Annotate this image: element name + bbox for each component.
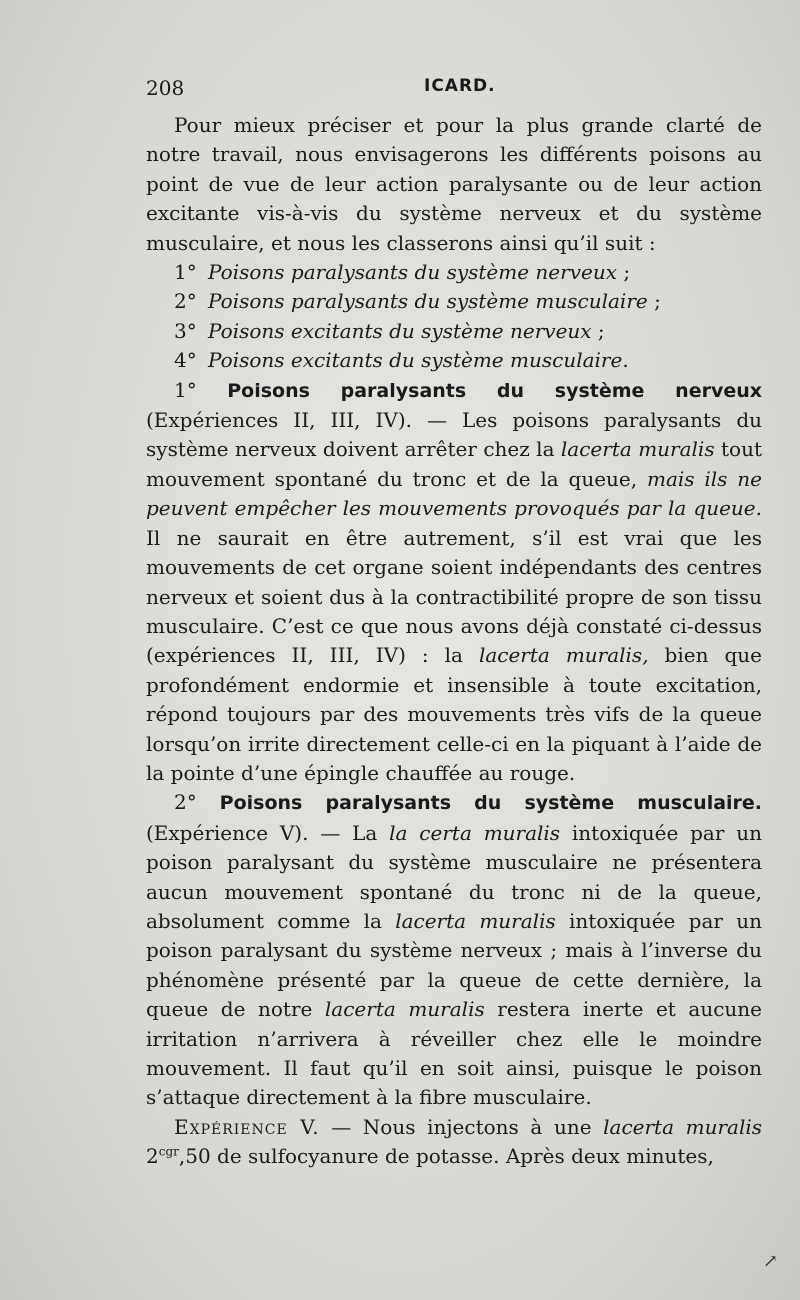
list-number: 3° <box>174 318 197 343</box>
list-number: 1° <box>174 260 197 285</box>
section-1-text: Il ne saurait en être autrement, s’il est vrai que les mouvements de cet organe soient indépendants des centres nerveux et soient dus à la contractibilité propre de son tissu musculaire. C’est ce que nous avons déjà constaté ci-dessus (expériences II, III, IV) : la <box>146 525 762 668</box>
list-punct: . <box>622 348 629 373</box>
intro-paragraph: Pour mieux préciser et pour la plus grande clarté de notre travail, nous envisagerons les différents poisons au point de vue de leur action paralysante ou de leur action excitante vis-à-vis du système nerveux et du système musculaire, et nous les classerons ainsi qu’il suit : <box>146 113 762 255</box>
running-head: ICARD. <box>424 76 496 96</box>
section-2-italic: lacerta muralis <box>324 997 485 1022</box>
section-1-italic: lacerta muralis <box>560 437 715 462</box>
section-2-heading: Poisons paralysants du système musculaire. <box>219 792 763 815</box>
page-number: 208 <box>146 76 185 100</box>
experiment-text: ,50 de sulfocyanure de potasse. Après deux minutes, <box>178 1144 714 1169</box>
list-text: Poisons excitants du système nerveux <box>208 318 592 343</box>
experiment-paragraph <box>146 1113 762 1172</box>
corner-mark-icon: ↗ <box>762 1251 778 1272</box>
body-text <box>146 111 762 1172</box>
experiment-label: Expérience V. <box>174 1114 320 1139</box>
experiment-italic: lacerta muralis <box>603 1114 763 1139</box>
section-1-italic: lacerta muralis, <box>478 643 649 668</box>
list-number: 4° <box>174 348 197 373</box>
list-item <box>146 346 762 375</box>
section-2-text: intoxiquée par un poison paralysant du système nerveux ; mais à l’inverse du phénomène présenté par la queue de cette dernière, la queue de notre <box>146 908 762 1022</box>
list-punct: ; <box>647 289 661 314</box>
list-item <box>146 317 762 346</box>
section-2-paragraph <box>146 788 762 1112</box>
list-text: Poisons paralysants du système musculaire <box>208 289 648 314</box>
list-punct: ; <box>591 318 605 343</box>
experiment-amount: 2 <box>146 1144 159 1169</box>
list-number: 2° <box>174 289 197 314</box>
section-1-number: 1° <box>174 377 197 402</box>
section-1-italic: mais ils ne peuvent empêcher les mouvements provoqués par la queue. <box>146 466 762 521</box>
section-2-number: 2° <box>174 790 197 815</box>
section-1-text: tout mouvement spontané du tronc et de la queue, <box>146 437 762 491</box>
list-item <box>146 258 762 287</box>
section-2-text: restera inerte et aucune irritation n’arrivera à réveiller chez elle le moindre mouvement. Il faut qu’il en soit ainsi, puisque le poison s’attaque directement à la fibre musculaire. <box>146 997 762 1110</box>
section-1-text: (Expériences II, III, IV). — Les poisons paralysants du système nerveux doivent arrêter chez la <box>146 408 762 462</box>
section-2-text: (Expérience V). — La <box>146 820 390 845</box>
section-1-heading: Poisons paralysants du système nerveux <box>227 379 763 402</box>
poison-list <box>146 258 762 376</box>
section-2-italic: la certa muralis <box>389 820 561 845</box>
list-item <box>146 287 762 316</box>
section-2-text: intoxiquée par un poison paralysant du système musculaire ne présentera aucun mouvement spontané du tronc ni de la queue, absolument comme la <box>146 820 762 933</box>
section-1-text: bien que profondément endormie et insensible à toute excitation, répond toujours par des mouvements très vifs de la queue lorsqu’on irrite directement celle-ci en la piquant à l’aide de la pointe d’une épingle chauffée au rouge. <box>146 643 762 785</box>
list-text: Poisons paralysants du système nerveux <box>208 260 617 285</box>
section-1-paragraph <box>146 376 762 789</box>
experiment-unit: cgr <box>158 1144 179 1159</box>
section-2-italic: lacerta muralis <box>395 908 556 933</box>
list-text: Poisons excitants du système musculaire <box>208 348 623 373</box>
list-punct: ; <box>617 260 631 285</box>
page-header <box>146 76 706 104</box>
experiment-text: — Nous injectons à une <box>319 1114 604 1139</box>
